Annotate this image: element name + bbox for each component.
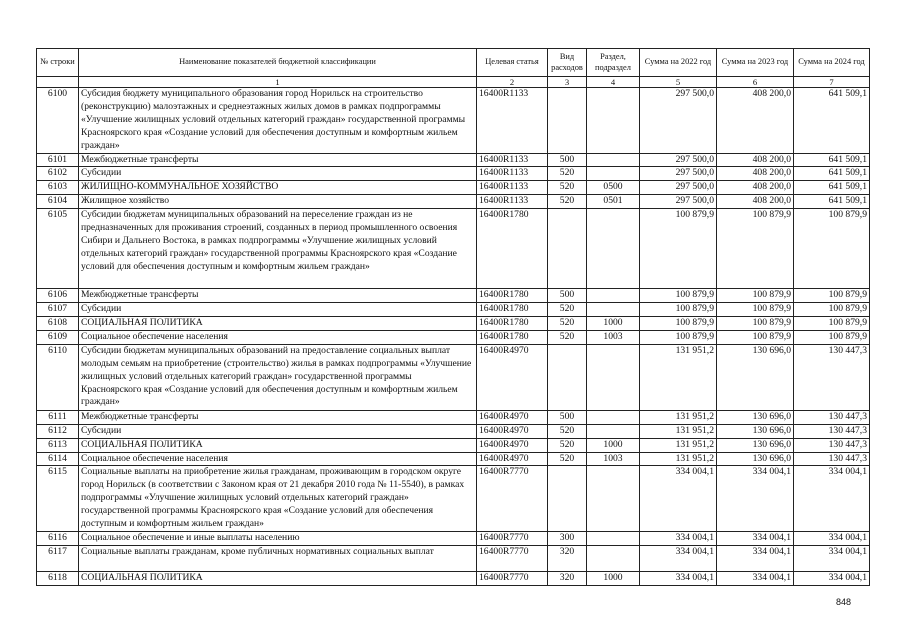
sum-2024-cell: 130 447,3 [794,452,870,466]
row-number-cell: 6101 [37,153,79,167]
table-row [37,195,870,209]
section-cell [587,88,640,154]
row-name-cell: СОЦИАЛЬНАЯ ПОЛИТИКА [79,316,477,330]
sum-2022-cell: 100 879,9 [640,209,717,289]
sum-2022-cell: 297 500,0 [640,88,717,154]
expense-kind-cell: 320 [548,546,587,572]
section-cell [587,410,640,424]
table-row [37,344,870,410]
row-number-cell: 6102 [37,167,79,181]
expense-kind-cell [548,88,587,154]
row-number-cell: 6113 [37,438,79,452]
sum-2023-cell: 408 200,0 [717,88,794,154]
sum-2024-cell: 641 509,1 [794,153,870,167]
section-cell [587,303,640,317]
row-number-cell: 6106 [37,289,79,303]
sum-2024-cell: 641 509,1 [794,88,870,154]
sum-2022-cell: 131 951,2 [640,438,717,452]
sum-2024-cell: 100 879,9 [794,209,870,289]
sum-2024-cell: 130 447,3 [794,344,870,410]
sum-2024-cell: 334 004,1 [794,546,870,572]
target-article-cell: 16400R7770 [477,546,548,572]
table-row [37,181,870,195]
sum-2023-cell: 408 200,0 [717,167,794,181]
target-article-cell: 16400R4970 [477,424,548,438]
sum-2022-cell: 100 879,9 [640,316,717,330]
expense-kind-cell: 520 [548,452,587,466]
sum-2023-cell: 100 879,9 [717,316,794,330]
expense-kind-cell [548,344,587,410]
target-article-cell: 16400R1133 [477,181,548,195]
row-number-cell: 6107 [37,303,79,317]
table-row [37,88,870,154]
row-name-cell: Субсидии [79,167,477,181]
target-article-cell: 16400R4970 [477,438,548,452]
sum-2022-cell: 100 879,9 [640,330,717,344]
sum-2022-cell: 131 951,2 [640,452,717,466]
row-name-cell: Межбюджетные трансферты [79,289,477,303]
sum-2023-cell: 408 200,0 [717,181,794,195]
row-name-cell: Жилищное хозяйство [79,195,477,209]
sum-2023-cell: 100 879,9 [717,303,794,317]
row-number-cell: 6112 [37,424,79,438]
table-row [37,466,870,532]
sum-2024-cell: 130 447,3 [794,410,870,424]
target-article-cell: 16400R4970 [477,410,548,424]
sum-2022-cell: 297 500,0 [640,153,717,167]
expense-kind-cell: 520 [548,181,587,195]
section-cell: 1000 [587,316,640,330]
table-row [37,167,870,181]
expense-kind-cell: 520 [548,167,587,181]
sum-2022-cell: 100 879,9 [640,303,717,317]
sum-2023-cell: 130 696,0 [717,438,794,452]
row-name-cell: Социальное обеспечение населения [79,330,477,344]
row-name-cell: Субсидия бюджету муниципального образования город Норильск на строительство (реконструкцию) малоэтажных и среднеэтажных жилых домов в рамках подпрограммы «Улучшение жилищных условий отдельных категорий граждан» государственной программы Красноярского края «Создание условий для обеспечения доступным и комфортным жильем граждан» [79,88,477,154]
sum-2023-cell: 408 200,0 [717,195,794,209]
sum-2023-cell: 334 004,1 [717,546,794,572]
sum-2023-cell: 334 004,1 [717,466,794,532]
row-name-cell: Субсидии [79,303,477,317]
table-row [37,153,870,167]
target-article-cell: 16400R1780 [477,303,548,317]
row-number-cell: 6100 [37,88,79,154]
sum-2022-cell: 100 879,9 [640,289,717,303]
section-cell [587,466,640,532]
table-row [37,316,870,330]
sum-2024-cell: 130 447,3 [794,424,870,438]
row-number-cell: 6117 [37,546,79,572]
sum-2023-cell: 334 004,1 [717,572,794,586]
section-cell: 0501 [587,195,640,209]
sum-2024-cell: 100 879,9 [794,330,870,344]
sum-2023-cell: 100 879,9 [717,209,794,289]
expense-kind-cell: 500 [548,410,587,424]
target-article-cell: 16400R4970 [477,452,548,466]
sum-2022-cell: 334 004,1 [640,532,717,546]
table-row [37,410,870,424]
table-row [37,209,870,289]
sum-2024-cell: 334 004,1 [794,532,870,546]
target-article-cell: 16400R1133 [477,167,548,181]
header-sum-2023: Сумма на 2023 год [717,49,794,77]
expense-kind-cell: 300 [548,532,587,546]
section-cell: 0500 [587,181,640,195]
sum-2023-cell: 334 004,1 [717,532,794,546]
row-name-cell: СОЦИАЛЬНАЯ ПОЛИТИКА [79,572,477,586]
row-name-cell: СОЦИАЛЬНАЯ ПОЛИТИКА [79,438,477,452]
page-number: 848 [836,597,852,607]
row-number-cell: 6110 [37,344,79,410]
target-article-cell: 16400R7770 [477,572,548,586]
row-name-cell: Межбюджетные трансферты [79,410,477,424]
sum-2022-cell: 297 500,0 [640,195,717,209]
expense-kind-cell: 520 [548,316,587,330]
row-number-cell: 6114 [37,452,79,466]
expense-kind-cell: 320 [548,572,587,586]
sum-2023-cell: 130 696,0 [717,424,794,438]
sum-2024-cell: 641 509,1 [794,195,870,209]
section-cell: 1003 [587,452,640,466]
column-number: 3 [548,77,587,88]
sum-2022-cell: 131 951,2 [640,344,717,410]
table-row [37,330,870,344]
target-article-cell: 16400R1133 [477,153,548,167]
row-name-cell: Субсидии [79,424,477,438]
table-row [37,546,870,572]
sum-2022-cell: 131 951,2 [640,424,717,438]
row-name-cell: Субсидии бюджетам муниципальных образований на предоставление социальных выплат молодым семьям на приобретение (строительство) жилья в рамках подпрограммы «Улучшение жилищных условий отдельных категорий граждан» государственной программы Красноярского края «Создание условий для обеспечения доступным и комфортным жильем граждан» [79,344,477,410]
expense-kind-cell: 520 [548,424,587,438]
column-number: 1 [79,77,477,88]
header-row [37,49,870,77]
section-cell [587,532,640,546]
table-row [37,303,870,317]
sum-2022-cell: 334 004,1 [640,572,717,586]
section-cell [587,209,640,289]
sum-2024-cell: 100 879,9 [794,289,870,303]
row-name-cell: Социальное обеспечение и иные выплаты населению [79,532,477,546]
budget-table [36,48,870,586]
target-article-cell: 16400R1133 [477,195,548,209]
column-number-row [37,77,870,88]
section-cell [587,153,640,167]
sum-2024-cell: 641 509,1 [794,167,870,181]
section-cell: 1003 [587,330,640,344]
header-sum-2024: Сумма на 2024 год [794,49,870,77]
target-article-cell: 16400R7770 [477,532,548,546]
target-article-cell: 16400R7770 [477,466,548,532]
expense-kind-cell [548,466,587,532]
column-number-empty [37,77,79,88]
row-number-cell: 6111 [37,410,79,424]
row-number-cell: 6115 [37,466,79,532]
row-name-cell: ЖИЛИЩНО-КОММУНАЛЬНОЕ ХОЗЯЙСТВО [79,181,477,195]
header-name: Наименование показателей бюджетной классификации [79,49,477,77]
sum-2023-cell: 100 879,9 [717,289,794,303]
section-cell [587,344,640,410]
header-row-number: № строки [37,49,79,77]
row-number-cell: 6103 [37,181,79,195]
sum-2024-cell: 100 879,9 [794,316,870,330]
sum-2022-cell: 131 951,2 [640,410,717,424]
expense-kind-cell: 520 [548,195,587,209]
sum-2022-cell: 297 500,0 [640,167,717,181]
row-name-cell: Социальные выплаты гражданам, кроме публичных нормативных социальных выплат [79,546,477,572]
expense-kind-cell: 520 [548,438,587,452]
column-number: 6 [717,77,794,88]
table-row [37,438,870,452]
row-number-cell: 6105 [37,209,79,289]
target-article-cell: 16400R1780 [477,316,548,330]
sum-2024-cell: 100 879,9 [794,303,870,317]
target-article-cell: 16400R1780 [477,209,548,289]
header-target-article: Целевая статья [477,49,548,77]
column-number: 7 [794,77,870,88]
target-article-cell: 16400R1780 [477,330,548,344]
sum-2023-cell: 130 696,0 [717,344,794,410]
section-cell: 1000 [587,438,640,452]
column-number: 2 [477,77,548,88]
table-row [37,532,870,546]
sum-2023-cell: 130 696,0 [717,452,794,466]
header-expense-kind: Вид расходов [548,49,587,77]
section-cell [587,546,640,572]
sum-2022-cell: 334 004,1 [640,546,717,572]
table-row [37,572,870,586]
row-number-cell: 6118 [37,572,79,586]
header-section: Раздел, подраздел [587,49,640,77]
row-number-cell: 6104 [37,195,79,209]
target-article-cell: 16400R1133 [477,88,548,154]
section-cell [587,289,640,303]
row-name-cell: Субсидии бюджетам муниципальных образований на переселение граждан из не предназначенных для проживания строений, созданных в период промышленного освоения Сибири и Дальнего Востока, в рамках подпрограммы «Улучшение жилищных условий отдельных категорий граждан» государственной программы Красноярского края «Создание условий для обеспечения доступным и комфортным жильем граждан» [79,209,477,289]
sum-2024-cell: 334 004,1 [794,572,870,586]
expense-kind-cell: 500 [548,289,587,303]
table-row [37,289,870,303]
section-cell: 1000 [587,572,640,586]
sum-2023-cell: 130 696,0 [717,410,794,424]
row-number-cell: 6108 [37,316,79,330]
sum-2023-cell: 100 879,9 [717,330,794,344]
table-row [37,452,870,466]
sum-2022-cell: 334 004,1 [640,466,717,532]
row-number-cell: 6109 [37,330,79,344]
section-cell [587,424,640,438]
column-number: 5 [640,77,717,88]
header-sum-2022: Сумма на 2022 год [640,49,717,77]
column-number: 4 [587,77,640,88]
target-article-cell: 16400R4970 [477,344,548,410]
sum-2022-cell: 297 500,0 [640,181,717,195]
row-number-cell: 6116 [37,532,79,546]
sum-2024-cell: 334 004,1 [794,466,870,532]
table-row [37,424,870,438]
expense-kind-cell: 520 [548,303,587,317]
target-article-cell: 16400R1780 [477,289,548,303]
sum-2024-cell: 641 509,1 [794,181,870,195]
row-name-cell: Социальное обеспечение населения [79,452,477,466]
sum-2024-cell: 130 447,3 [794,438,870,452]
expense-kind-cell: 500 [548,153,587,167]
sum-2023-cell: 408 200,0 [717,153,794,167]
row-name-cell: Социальные выплаты на приобретение жилья гражданам, проживающим в городском округе город Норильск (в соответствии с Законом края от 21 декабря 2010 года № 11-5540), в рамках подпрограммы «Улучшение жилищных условий отдельных категорий граждан» государственной программы Красноярского края «Создание условий для обеспечения доступным и комфортным жильем граждан» [79,466,477,532]
expense-kind-cell [548,209,587,289]
row-name-cell: Межбюджетные трансферты [79,153,477,167]
section-cell [587,167,640,181]
expense-kind-cell: 520 [548,330,587,344]
